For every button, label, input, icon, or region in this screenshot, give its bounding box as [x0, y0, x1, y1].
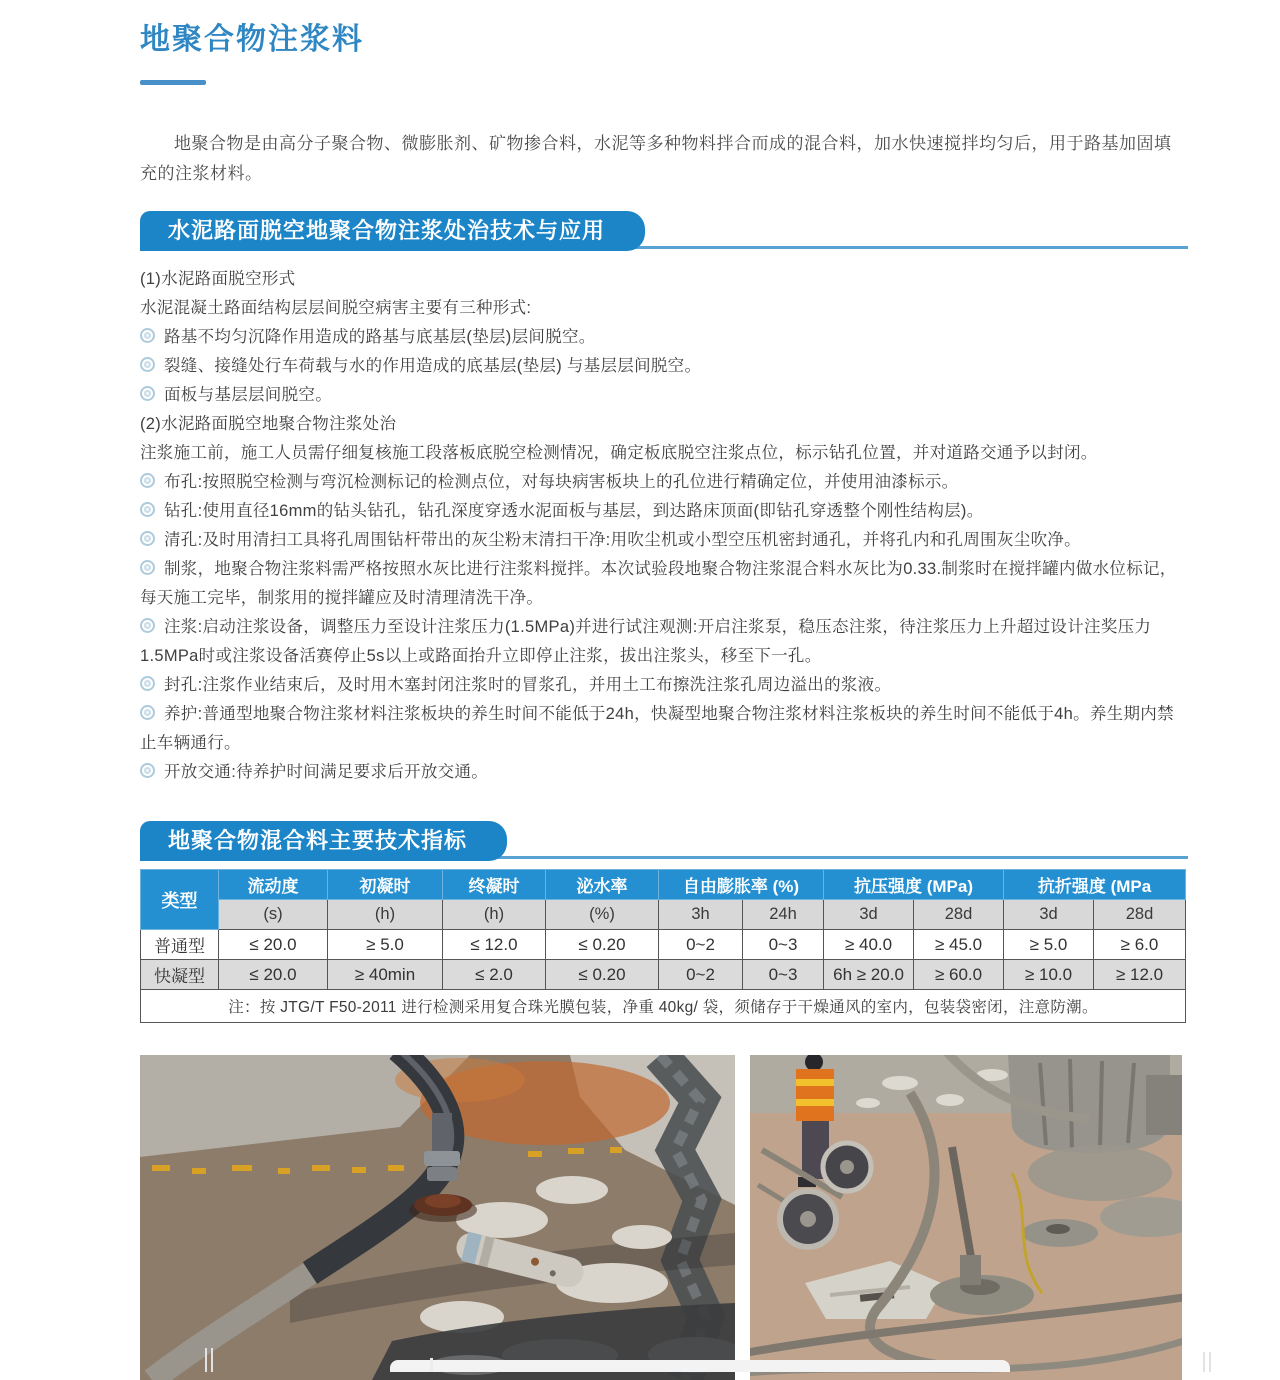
ring-bullet-icon [140, 357, 155, 372]
page-bottom-artifact [211, 1348, 213, 1372]
cell: ≥ 40min [328, 960, 443, 990]
list-item-text: (1)水泥路面脱空形式 [140, 270, 296, 288]
table-row [141, 960, 1186, 990]
list-item-text: 裂缝、接缝处行车荷载与水的作用造成的底基层(垫层) 与基层层间脱空。 [164, 357, 702, 375]
cell: ≥ 12.0 [1094, 960, 1186, 990]
page-bottom-artifact [1203, 1352, 1205, 1372]
photo-strip [140, 1055, 1188, 1380]
cell: 0~3 [743, 930, 824, 960]
list-item [140, 294, 1188, 323]
sub-header: 3d [824, 900, 914, 930]
ring-bullet-icon [140, 386, 155, 401]
table-note: 注：按 JTG/T F50-2011 进行检测采用复合珠光膜包装，净重 40kg/ 袋，须储存于干燥通风的室内，包装袋密闭，注意防潮。 [141, 990, 1186, 1023]
section1-banner-row [140, 211, 1188, 251]
page-bottom-artifact [390, 1360, 1010, 1372]
row-type: 普通型 [141, 930, 219, 960]
ring-bullet-icon [140, 328, 155, 343]
list-item [140, 497, 1188, 526]
row-type: 快凝型 [141, 960, 219, 990]
col-header: 抗压强度 (MPa) [824, 870, 1004, 900]
spec-table [140, 869, 1186, 1023]
ring-bullet-icon [140, 618, 155, 633]
cell: ≤ 0.20 [546, 930, 659, 960]
grouting-hole-illustration [140, 1055, 735, 1380]
cell: ≤ 20.0 [219, 960, 328, 990]
ring-bullet-icon [140, 473, 155, 488]
list-item-text: (2)水泥路面脱空地聚合物注浆处治 [140, 415, 397, 433]
table-subheader-row [141, 900, 1186, 930]
sub-header: (h) [328, 900, 443, 930]
list-item-text: 清孔:及时用清扫工具将孔周围钻杆带出的灰尘粉末清扫干净:用吹尘机或小型空压机密封通孔，并将孔内和孔周围灰尘吹净。 [164, 531, 1081, 549]
page-title: 地聚合物注浆料 [140, 23, 364, 56]
cell: 0~2 [659, 930, 743, 960]
sub-header: (s) [219, 900, 328, 930]
ring-bullet-icon [140, 560, 155, 575]
list-item [140, 381, 1188, 410]
table-row [141, 930, 1186, 960]
cell: 6h ≥ 20.0 [824, 960, 914, 990]
list-item-text: 封孔:注浆作业结束后，及时用木塞封闭注浆时的冒浆孔，并用土工布擦洗注浆孔周边溢出的浆液。 [164, 676, 892, 694]
list-item [140, 758, 1188, 787]
sub-header: 28d [914, 900, 1004, 930]
cell: ≥ 40.0 [824, 930, 914, 960]
list-item [140, 671, 1188, 700]
section2-banner: 地聚合物混合料主要技术指标 [140, 821, 507, 861]
section2-banner-row [140, 821, 1188, 861]
page-bottom-artifact [430, 1358, 433, 1372]
grouting-site-illustration [750, 1055, 1182, 1380]
cell: 0~3 [743, 960, 824, 990]
list-item [140, 468, 1188, 497]
cell: ≥ 5.0 [328, 930, 443, 960]
list-item-text: 钻孔:使用直径16mm的钻头钻孔，钻孔深度穿透水泥面板与基层，到达路床顶面(即钻孔穿透整个刚性结构层)。 [164, 502, 984, 520]
sub-header: 28d [1094, 900, 1186, 930]
document-page [140, 0, 1188, 1380]
section1-banner: 水泥路面脱空地聚合物注浆处治技术与应用 [140, 211, 645, 251]
cell: ≥ 60.0 [914, 960, 1004, 990]
cell: ≥ 45.0 [914, 930, 1004, 960]
cell: ≥ 5.0 [1004, 930, 1094, 960]
list-item [140, 265, 1188, 294]
cell: 0~2 [659, 960, 743, 990]
sub-header: (%) [546, 900, 659, 930]
sub-header: 3d [1004, 900, 1094, 930]
section1-body [140, 265, 1188, 787]
list-item-text: 制浆，地聚合物注浆料需严格按照水灰比进行注浆料搅拌。本次试验段地聚合物注浆混合料水灰比为0.33.制浆时在搅拌罐内做水位标记，每天施工完毕，制浆用的搅拌罐应及时清理清洗干净。 [140, 560, 1177, 607]
list-item-text: 注浆施工前，施工人员需仔细复核施工段落板底脱空检测情况，确定板底脱空注浆点位，标示钻孔位置，并对道路交通予以封闭。 [140, 444, 1098, 462]
photo-grouting-hole [140, 1055, 735, 1380]
intro-paragraph: 地聚合物是由高分子聚合物、微膨胀剂、矿物掺合料，水泥等多种物料拌合而成的混合料，加水快速搅拌均匀后，用于路基加固填充的注浆材料。 [140, 134, 1172, 183]
ring-bullet-icon [140, 502, 155, 517]
cell: ≤ 12.0 [443, 930, 546, 960]
table-note-row [141, 990, 1186, 1023]
cell: ≤ 2.0 [443, 960, 546, 990]
sub-header: 24h [743, 900, 824, 930]
col-header: 抗折强度 (MPa [1004, 870, 1186, 900]
sub-header: (h) [443, 900, 546, 930]
col-header-type: 类型 [141, 870, 219, 930]
list-item [140, 352, 1188, 381]
col-header: 自由膨胀率 (%) [659, 870, 824, 900]
list-item [140, 555, 1188, 613]
table-header-row [141, 870, 1186, 900]
list-item [140, 700, 1188, 758]
title-underline [140, 80, 206, 85]
ring-bullet-icon [140, 705, 155, 720]
list-item-text: 注浆:启动注浆设备，调整压力至设计注浆压力(1.5MPa)并进行试注观测:开启注浆泵，稳压态注浆，待注浆压力上升超过设计注奖压力1.5MPa时或注浆设备活赛停止5s以上或路面抬升立即停止注浆，拔出注浆头，移至下一孔。 [140, 618, 1152, 665]
list-item-text: 开放交通:待养护时间满足要求后开放交通。 [164, 763, 489, 781]
photo-grouting-site [750, 1055, 1182, 1380]
cell: ≥ 10.0 [1004, 960, 1094, 990]
ring-bullet-icon [140, 763, 155, 778]
list-item-text: 水泥混凝土路面结构层层间脱空病害主要有三种形式: [140, 299, 532, 317]
list-item-text: 养护:普通型地聚合物注浆材料注浆板块的养生时间不能低于24h，快凝型地聚合物注浆材料注浆板块的养生时间不能低于4h。养生期内禁止车辆通行。 [140, 705, 1174, 752]
col-header: 泌水率 [546, 870, 659, 900]
list-item [140, 613, 1188, 671]
sub-header: 3h [659, 900, 743, 930]
col-header: 流动度 [219, 870, 328, 900]
list-item [140, 439, 1188, 468]
list-item [140, 526, 1188, 555]
page-bottom-artifact [1209, 1352, 1211, 1372]
page-bottom-artifact [205, 1348, 207, 1372]
cell: ≤ 0.20 [546, 960, 659, 990]
col-header: 终凝时 [443, 870, 546, 900]
ring-bullet-icon [140, 531, 155, 546]
col-header: 初凝时 [328, 870, 443, 900]
list-item [140, 323, 1188, 352]
ring-bullet-icon [140, 676, 155, 691]
list-item-text: 路基不均匀沉降作用造成的路基与底基层(垫层)层间脱空。 [164, 328, 596, 346]
list-item-text: 布孔:按照脱空检测与弯沉检测标记的检测点位，对每块病害板块上的孔位进行精确定位，并使用油漆标示。 [164, 473, 959, 491]
list-item-text: 面板与基层层间脱空。 [164, 386, 332, 404]
cell: ≥ 6.0 [1094, 930, 1186, 960]
cell: ≤ 20.0 [219, 930, 328, 960]
list-item [140, 410, 1188, 439]
